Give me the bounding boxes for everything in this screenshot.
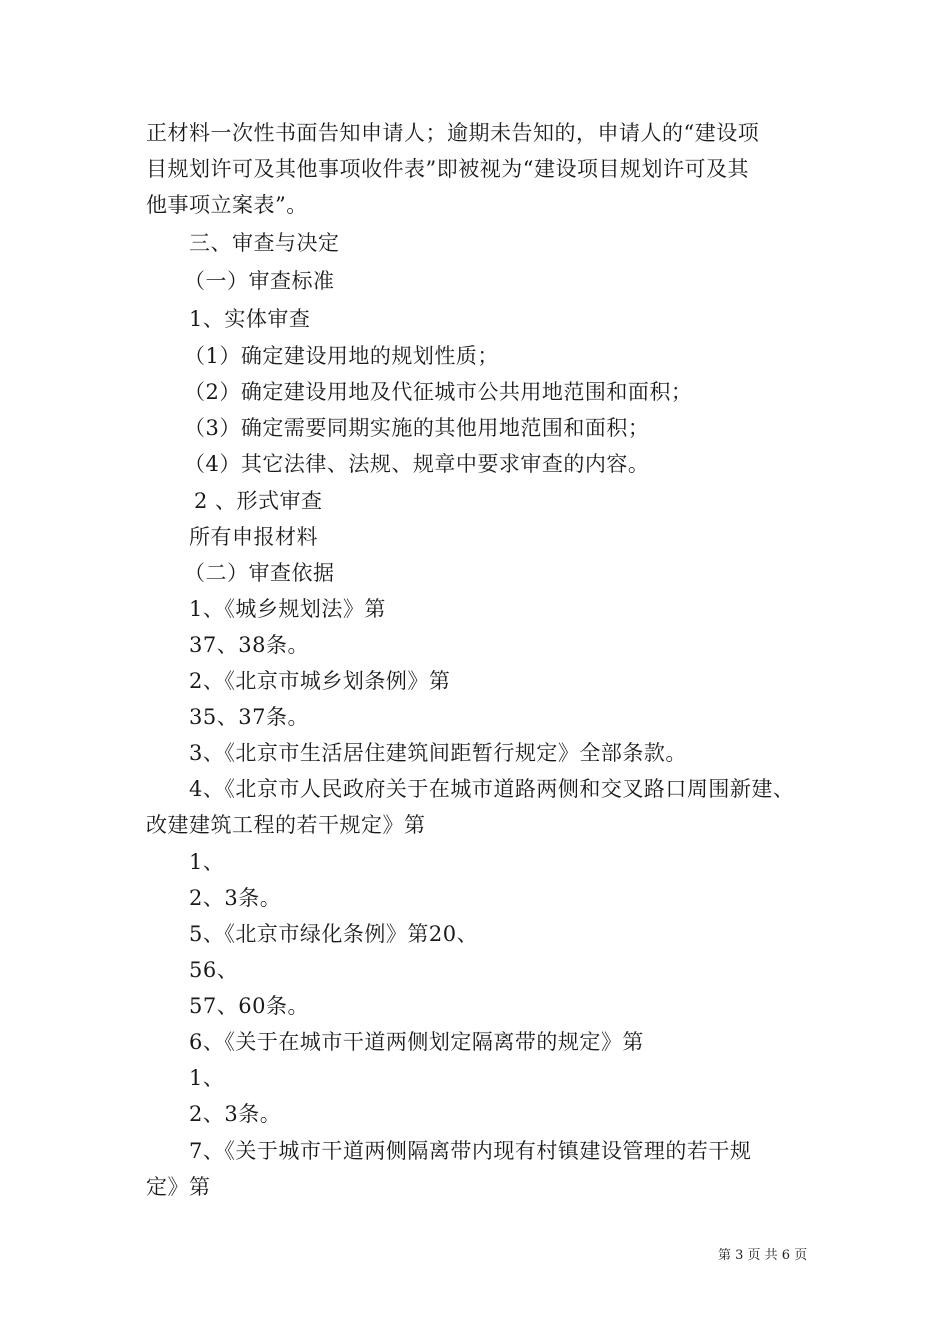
item-substantive-review: 1、实体审查 [189,307,311,331]
section-heading-review: 三、审查与决定 [189,231,340,255]
list-item-2: （2）确定建设用地及代征城市公共用地范围和面积； [184,380,693,404]
basis-item-2: 2、《北京市城乡划条例》第 [189,669,451,693]
basis-item-6-art-1: 1、 [189,1066,225,1090]
basis-item-7-cont: 定》第 [146,1175,211,1199]
basis-item-2-cont: 35、37条。 [189,705,309,729]
basis-item-5-art-57: 57、60条。 [189,994,309,1018]
list-item-3: （3）确定需要同期实施的其他用地范围和面积； [184,416,650,440]
basis-item-4: 4、《北京市人民政府关于在城市道路两侧和交叉路口周围新建、 [189,777,795,801]
subsection-heading-basis: （二）审查依据 [184,561,335,585]
text-line-2: 目规划许可及其他事项收件表”即被视为“建设项目规划许可及其 [146,157,749,181]
basis-item-4-cont: 改建建筑工程的若干规定》第 [146,813,426,837]
basis-item-1: 1、《城乡规划法》第 [189,597,386,621]
text-all-materials: 所有申报材料 [189,525,318,549]
list-item-4: （4）其它法律、法规、规章中要求审查的内容。 [184,452,650,476]
basis-item-1-cont: 37、38条。 [189,633,309,657]
basis-item-7: 7、《关于城市干道两侧隔离带内现有村镇建设管理的若干规 [189,1139,752,1163]
subsection-heading-standards: （一）审查标准 [184,269,335,293]
basis-item-6-art-2: 2、3条。 [189,1102,282,1126]
basis-item-3: 3、《北京市生活居住建筑间距暂行规定》全部条款。 [189,741,687,765]
basis-item-5: 5、《北京市绿化条例》第20、 [189,922,479,946]
page-number-footer: 第 3 页 共 6 页 [718,1248,808,1263]
text-line-3: 他事项立案表”。 [146,193,308,217]
basis-item-4-art-2: 2、3条。 [189,886,282,910]
basis-item-4-art-1: 1、 [189,850,225,874]
list-item-1: （1）确定建设用地的规划性质； [184,344,499,368]
text-line-1: 正材料一次性书面告知申请人；逾期未告知的，申请人的“建设项 [146,121,760,145]
basis-item-6: 6、《关于在城市干道两侧划定隔离带的规定》第 [189,1030,644,1054]
basis-item-5-art-56: 56、 [189,958,239,982]
item-formal-review: 2 、形式审查 [194,489,323,513]
